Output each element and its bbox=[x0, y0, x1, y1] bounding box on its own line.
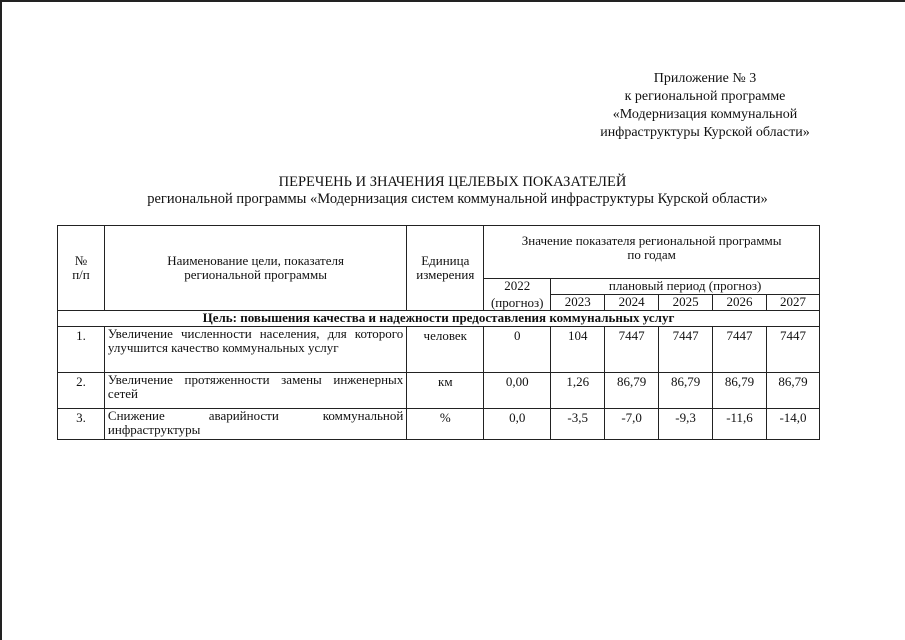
row-value-2025: 86,79 bbox=[659, 373, 713, 409]
header-name-line-1: Наименование цели, показателя bbox=[167, 253, 344, 268]
row-value-2023: 1,26 bbox=[551, 373, 605, 409]
row-value-2024: 86,79 bbox=[605, 373, 659, 409]
document-title bbox=[0, 174, 905, 208]
header-values-line-2: по годам bbox=[627, 247, 676, 262]
header-number-line-1: № bbox=[74, 253, 88, 268]
row-number: 2. bbox=[58, 373, 105, 409]
title-line-1: ПЕРЕЧЕНЬ И ЗНАЧЕНИЯ ЦЕЛЕВЫХ ПОКАЗАТЕЛЕЙ bbox=[278, 174, 627, 190]
page-top-border bbox=[0, 0, 905, 2]
header-year-2027: 2027 bbox=[766, 295, 819, 311]
table-row bbox=[58, 327, 820, 373]
row-value-2027: 7447 bbox=[766, 327, 819, 373]
row-value-2027: 86,79 bbox=[766, 373, 819, 409]
row-value-2025: -9,3 bbox=[659, 409, 713, 440]
header-year-2026: 2026 bbox=[713, 295, 767, 311]
header-unit bbox=[407, 226, 484, 311]
header-values-line-1: Значение показателя региональной программы bbox=[521, 233, 782, 248]
row-value-2026: -11,6 bbox=[713, 409, 767, 440]
header-year-2023: 2023 bbox=[551, 295, 605, 311]
header-year-2024: 2024 bbox=[605, 295, 659, 311]
row-value-2022: 0,0 bbox=[484, 409, 551, 440]
row-value-2023: 104 bbox=[551, 327, 605, 373]
row-indicator-name: Увеличение численности населения, для которого улучшится качество коммунальных услуг bbox=[104, 327, 406, 373]
page-left-border bbox=[0, 0, 2, 640]
appendix-line-3: «Модернизация коммунальной bbox=[612, 107, 798, 122]
row-unit: км bbox=[407, 373, 484, 409]
header-name bbox=[104, 226, 406, 311]
header-base-year-value: 2022 bbox=[504, 278, 531, 293]
appendix-line-4: инфраструктуры Курской области» bbox=[600, 125, 810, 140]
header-base-year-note: (прогноз) bbox=[490, 295, 544, 310]
row-value-2024: -7,0 bbox=[605, 409, 659, 440]
appendix-line-2: к региональной программе bbox=[624, 89, 786, 104]
header-year-2025: 2025 bbox=[659, 295, 713, 311]
table-row bbox=[58, 409, 820, 440]
header-number-line-2: п/п bbox=[72, 267, 90, 282]
row-unit: человек bbox=[407, 327, 484, 373]
row-indicator-name: Увеличение протяженности замены инженерных сетей bbox=[104, 373, 406, 409]
appendix-line-1: Приложение № 3 bbox=[653, 71, 757, 86]
header-unit-line-1: Единица bbox=[421, 253, 470, 268]
row-value-2023: -3,5 bbox=[551, 409, 605, 440]
row-unit: % bbox=[407, 409, 484, 440]
header-number bbox=[58, 226, 105, 311]
header-base-year bbox=[484, 279, 551, 311]
appendix-header bbox=[560, 70, 850, 142]
row-value-2022: 0 bbox=[484, 327, 551, 373]
row-value-2022: 0,00 bbox=[484, 373, 551, 409]
row-value-2024: 7447 bbox=[605, 327, 659, 373]
row-indicator-name: Снижение аварийности коммунальной инфраструктуры bbox=[104, 409, 406, 440]
header-plan-period: плановый период (прогноз) bbox=[551, 279, 820, 295]
row-number: 3. bbox=[58, 409, 105, 440]
header-name-line-2: региональной программы bbox=[184, 267, 327, 282]
row-value-2026: 7447 bbox=[713, 327, 767, 373]
goal-text: Цель: повышения качества и надежности предоставления коммунальных услуг bbox=[58, 311, 820, 327]
indicators-table bbox=[57, 225, 820, 440]
row-value-2025: 7447 bbox=[659, 327, 713, 373]
row-value-2027: -14,0 bbox=[766, 409, 819, 440]
table-row bbox=[58, 373, 820, 409]
goal-row bbox=[58, 311, 820, 327]
header-unit-line-2: измерения bbox=[416, 267, 475, 282]
header-values bbox=[484, 226, 820, 279]
row-number: 1. bbox=[58, 327, 105, 373]
row-value-2026: 86,79 bbox=[713, 373, 767, 409]
title-line-2: региональной программы «Модернизация систем коммунальной инфраструктуры Курской области» bbox=[147, 191, 768, 207]
